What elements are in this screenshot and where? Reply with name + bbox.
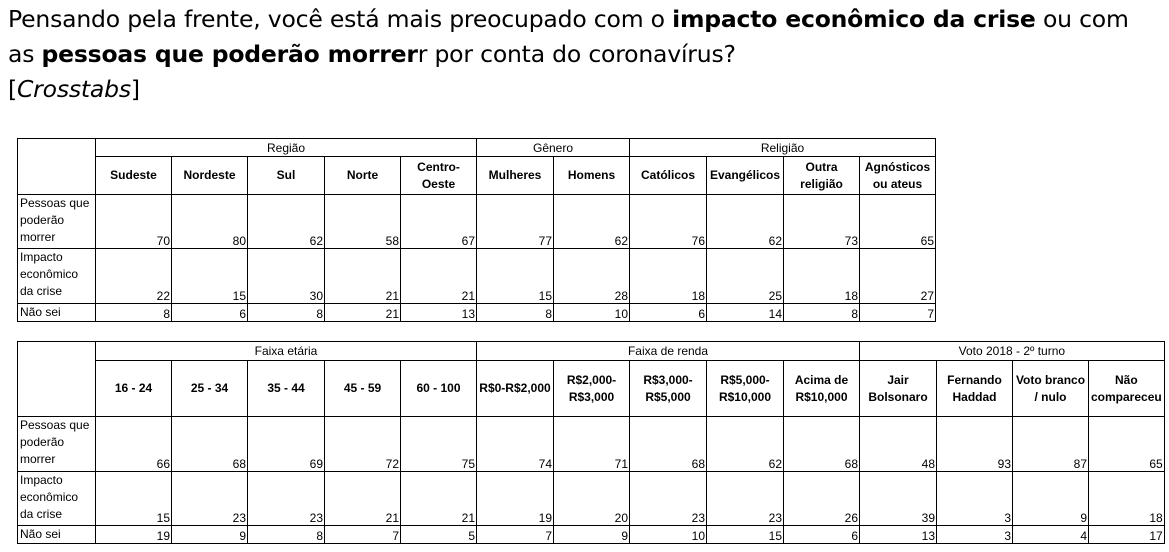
column-header: 45 - 59	[325, 361, 401, 417]
value-cell: 58	[325, 195, 401, 249]
value-cell: 72	[325, 417, 401, 472]
column-header: Acima de R$10,000	[784, 361, 860, 417]
column-header: 25 - 34	[172, 361, 248, 417]
value-cell: 13	[401, 304, 477, 322]
value-cell: 22	[96, 249, 172, 304]
title-text-2: ou com as	[8, 5, 1129, 68]
value-cell: 23	[707, 472, 784, 526]
table-row	[18, 526, 1165, 544]
value-cell: 69	[248, 417, 325, 472]
value-cell: 65	[860, 195, 936, 249]
value-cell: 23	[248, 472, 325, 526]
value-cell: 62	[707, 417, 784, 472]
value-cell: 3	[937, 526, 1013, 544]
value-cell: 7	[325, 526, 401, 544]
value-cell: 77	[477, 195, 554, 249]
value-cell: 18	[784, 249, 860, 304]
value-cell: 9	[554, 526, 630, 544]
crosstab-table-age-income-vote	[17, 341, 1165, 544]
value-cell: 6	[172, 304, 248, 322]
value-cell: 15	[477, 249, 554, 304]
value-cell: 27	[860, 249, 936, 304]
value-cell: 28	[554, 249, 630, 304]
value-cell: 25	[707, 249, 784, 304]
column-header: Sudeste	[96, 157, 172, 195]
group-header: Religião	[630, 139, 936, 157]
column-header: R$5,000-R$10,000	[707, 361, 784, 417]
title-text-1: Pensando pela frente, você está mais preocupado com o	[8, 5, 673, 33]
value-cell: 14	[707, 304, 784, 322]
title-crosstabs: Crosstabs	[16, 75, 131, 103]
column-header: 60 - 100	[401, 361, 477, 417]
value-cell: 7	[477, 526, 554, 544]
value-cell: 68	[172, 417, 248, 472]
row-label: Impacto econômico da crise	[18, 249, 96, 304]
title-open-bracket: [	[8, 75, 17, 103]
value-cell: 15	[96, 472, 172, 526]
value-cell: 93	[937, 417, 1013, 472]
value-cell: 62	[707, 195, 784, 249]
value-cell: 6	[630, 304, 707, 322]
title-text-3: r por conta do coronavírus?	[417, 40, 736, 68]
value-cell: 39	[860, 472, 937, 526]
value-cell: 19	[477, 472, 554, 526]
table-row	[18, 195, 936, 249]
row-label: Não sei	[18, 304, 96, 322]
value-cell: 62	[554, 195, 630, 249]
column-header: Evangélicos	[707, 157, 784, 195]
row-label: Não sei	[18, 526, 96, 544]
value-cell: 19	[96, 526, 172, 544]
value-cell: 4	[1013, 526, 1089, 544]
value-cell: 21	[325, 472, 401, 526]
value-cell: 8	[248, 304, 325, 322]
table-row	[18, 304, 936, 322]
row-label: Impacto econômico da crise	[18, 472, 96, 526]
crosstab-table-region-gender-religion	[17, 138, 936, 322]
value-cell: 6	[784, 526, 860, 544]
value-cell: 30	[248, 249, 325, 304]
value-cell: 5	[401, 526, 477, 544]
column-header: R$0-R$2,000	[477, 361, 554, 417]
column-header: 16 - 24	[96, 361, 172, 417]
column-header: Jair Bolsonaro	[860, 361, 937, 417]
corner-cell	[18, 139, 96, 195]
value-cell: 68	[630, 417, 707, 472]
column-header: Agnósticos ou ateus	[860, 157, 936, 195]
value-cell: 21	[325, 304, 401, 322]
column-header: Não compareceu	[1089, 361, 1165, 417]
value-cell: 18	[1089, 472, 1165, 526]
column-header: Mulheres	[477, 157, 554, 195]
column-header: Norte	[325, 157, 401, 195]
value-cell: 75	[401, 417, 477, 472]
group-header: Faixa de renda	[477, 342, 860, 361]
group-header: Gênero	[477, 139, 630, 157]
value-cell: 76	[630, 195, 707, 249]
value-cell: 20	[554, 472, 630, 526]
row-label: Pessoas que poderão morrer	[18, 417, 96, 472]
column-header: Sul	[248, 157, 325, 195]
column-header: Voto branco / nulo	[1013, 361, 1089, 417]
value-cell: 23	[630, 472, 707, 526]
value-cell: 3	[937, 472, 1013, 526]
value-cell: 65	[1089, 417, 1165, 472]
value-cell: 67	[401, 195, 477, 249]
title-close-bracket: ]	[130, 75, 140, 103]
value-cell: 8	[477, 304, 554, 322]
value-cell: 70	[96, 195, 172, 249]
value-cell: 18	[630, 249, 707, 304]
value-cell: 7	[860, 304, 936, 322]
corner-cell	[18, 342, 96, 417]
title-bold-economic-impact: impacto econômico da crise	[672, 5, 1036, 33]
value-cell: 21	[401, 249, 477, 304]
value-cell: 9	[172, 526, 248, 544]
column-header: Nordeste	[172, 157, 248, 195]
page-title	[8, 2, 1158, 107]
column-header: Homens	[554, 157, 630, 195]
column-header: R$2,000-R$3,000	[554, 361, 630, 417]
table-row	[18, 417, 1165, 472]
value-cell: 66	[96, 417, 172, 472]
column-header: Centro-Oeste	[401, 157, 477, 195]
value-cell: 15	[172, 249, 248, 304]
value-cell: 48	[860, 417, 937, 472]
value-cell: 74	[477, 417, 554, 472]
value-cell: 26	[784, 472, 860, 526]
value-cell: 68	[784, 417, 860, 472]
value-cell: 8	[248, 526, 325, 544]
value-cell: 62	[248, 195, 325, 249]
column-header: Outra religião	[784, 157, 860, 195]
group-header: Região	[96, 139, 477, 157]
value-cell: 8	[96, 304, 172, 322]
value-cell: 9	[1013, 472, 1089, 526]
value-cell: 8	[784, 304, 860, 322]
table-row	[18, 249, 936, 304]
column-header: Fernando Haddad	[937, 361, 1013, 417]
value-cell: 71	[554, 417, 630, 472]
group-header: Faixa etária	[96, 342, 477, 361]
value-cell: 13	[860, 526, 937, 544]
title-bold-people-dying: pessoas que poderão morrer	[41, 40, 418, 68]
value-cell: 87	[1013, 417, 1089, 472]
column-header: Católicos	[630, 157, 707, 195]
table-row	[18, 472, 1165, 526]
value-cell: 23	[172, 472, 248, 526]
value-cell: 21	[401, 472, 477, 526]
group-header: Voto 2018 - 2º turno	[860, 342, 1165, 361]
column-header: R$3,000-R$5,000	[630, 361, 707, 417]
value-cell: 15	[707, 526, 784, 544]
value-cell: 10	[554, 304, 630, 322]
column-header: 35 - 44	[248, 361, 325, 417]
value-cell: 80	[172, 195, 248, 249]
row-label: Pessoas que poderão morrer	[18, 195, 96, 249]
value-cell: 17	[1089, 526, 1165, 544]
value-cell: 73	[784, 195, 860, 249]
value-cell: 10	[630, 526, 707, 544]
value-cell: 21	[325, 249, 401, 304]
